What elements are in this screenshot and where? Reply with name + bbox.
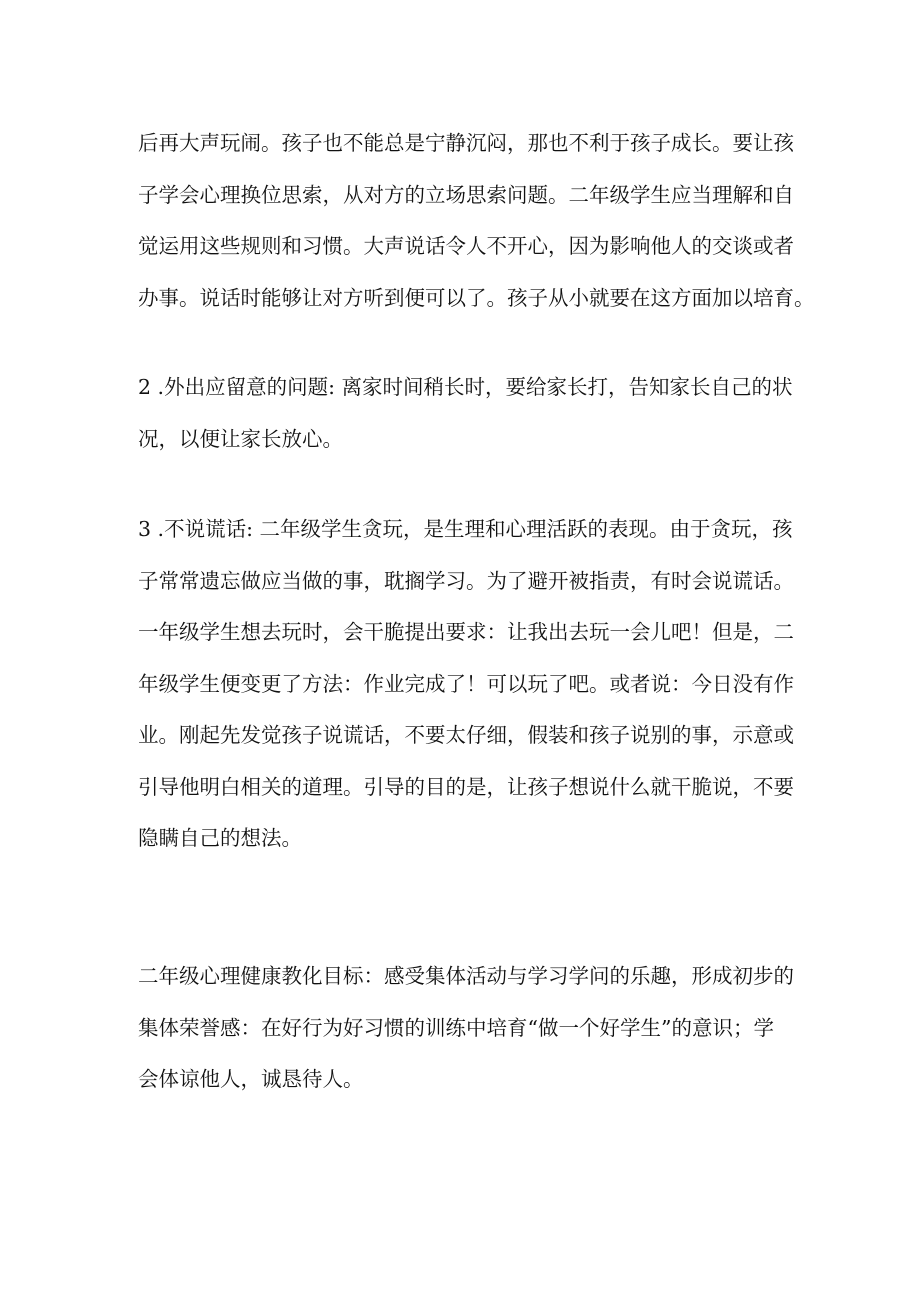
text-line: 二年级心理健康教化目标：感受集体活动与学习学问的乐趣，形成初步的 (138, 964, 794, 988)
paragraph-2 (138, 362, 798, 465)
text-line: 隐瞒自己的想法。 (138, 826, 302, 850)
text-line: 年级学生便变更了方法：作业完成了！可以玩了吧。或者说：今日没有作 (138, 671, 794, 696)
text-line: 2 .外出应留意的问题: 离家时间稍长时，要给家长打，告知家长自己的状 (138, 375, 793, 399)
text-line: 3 .不说谎话: 二年级学生贪玩，是生理和心理活跃的表现。由于贪玩，孩 (138, 517, 793, 541)
paragraph-3 (138, 504, 798, 865)
text-line: 觉运用这些规则和习惯。大声说话令人不开心，因为影响他人的交谈或者 (138, 234, 794, 258)
text-line: 集体荣誉感：在好行为好习惯的训练中培育“做一个好学生”的意识；学 (138, 1015, 774, 1040)
text-line: 子常常遗忘做应当做的事，耽搁学习。为了避开被指责，有时会说谎话。 (138, 568, 794, 593)
text-line: 况，以便让家长放心。 (138, 426, 343, 451)
paragraph-4 (138, 951, 798, 1106)
text-line: 引导他明白相关的道理。引导的目的是，让孩子想说什么就干脆说，不要 (138, 774, 794, 799)
paragraph-1 (138, 118, 815, 324)
text-line: 子学会心理换位思索，从对方的立场思索问题。二年级学生应当理解和自 (138, 182, 794, 207)
text-line: 办事。说话时能够让对方听到便可以了。孩子从小就要在这方面加以培育。 (138, 285, 815, 310)
text-line: 会体谅他人，诚恳待人。 (138, 1067, 364, 1091)
text-line: 一年级学生想去玩时，会干脆提出要求：让我出去玩一会儿吧！但是，二 (138, 620, 794, 644)
text-line: 后再大声玩闹。孩子也不能总是宁静沉闷，那也不利于孩子成长。要让孩 (138, 131, 794, 155)
text-line: 业。刚起先发觉孩子说谎话，不要太仔细，假装和孩子说别的事，示意或 (138, 723, 794, 747)
